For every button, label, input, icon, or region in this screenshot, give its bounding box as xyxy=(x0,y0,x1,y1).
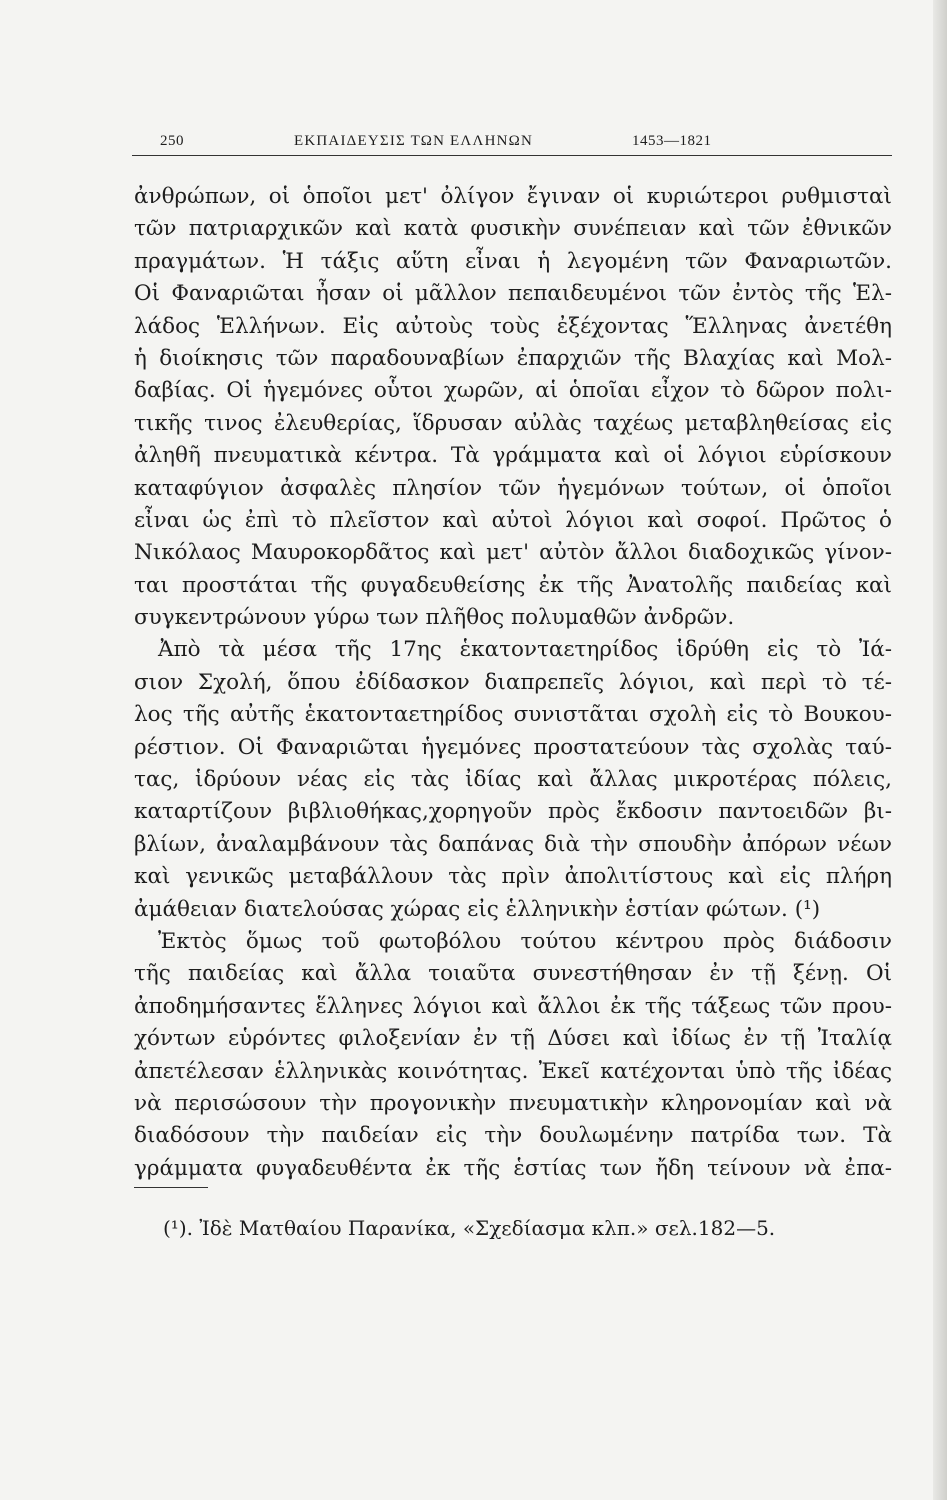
text-line: καταρτίζουν βιβλιοθήκας,χορηγοῦν πρὸς ἔκδοσιν παντοειδῶν βι- xyxy=(134,799,892,825)
text-line: Νικόλαος Μαυροκορδᾶτος καὶ μετ' αὐτὸν ἄλλοι διαδοχικῶς γίνον- xyxy=(134,540,892,566)
text-line: τῶν πατριαρχικῶν καὶ κατὰ φυσικὴν συνέπειαν καὶ τῶν ἐθνικῶν xyxy=(134,216,892,242)
paragraph-start-line: Ἀπὸ τὰ μέσα τῆς 17ης ἑκατονταετηρίδος ἱδρύθη εἰς τὸ Ἰά- xyxy=(158,637,892,663)
text-line: πραγμάτων. Ἡ τάξις αὕτη εἶναι ἡ λεγομένη τῶν Φαναριωτῶν. xyxy=(134,248,892,274)
paragraph-start-line: Ἐκτὸς ὅμως τοῦ φωτοβόλου τούτου κέντρου πρὸς διάδοσιν xyxy=(158,928,892,954)
text-line: λάδος Ἑλλήνων. Εἰς αὐτοὺς τοὺς ἐξέχοντας Ἕλληνας ἀνετέθη xyxy=(134,313,892,339)
text-line: γράμματα φυγαδευθέντα ἐκ τῆς ἑστίας των ἤδη τείνουν νὰ ἐπα- xyxy=(134,1155,892,1181)
text-line: ἀπετέλεσαν ἑλληνικὰς κοινότητας. Ἐκεῖ κατέχονται ὑπὸ τῆς ἰδέας xyxy=(134,1058,892,1084)
text-line: τῆς παιδείας καὶ ἄλλα τοιαῦτα συνεστήθησαν ἐν τῇ ξένῃ. Οἱ xyxy=(134,961,892,987)
text-line: Οἱ Φαναριῶται ἦσαν οἱ μᾶλλον πεπαιδευμένοι τῶν ἐντὸς τῆς Ἑλ- xyxy=(134,281,892,307)
text-line: ἡ διοίκησις τῶν παραδουναβίων ἐπαρχιῶν τῆς Βλαχίας καὶ Μολ- xyxy=(134,345,892,371)
text-line: σιον Σχολή, ὅπου ἐδίδασκον διαπρεπεῖς λόγιοι, καὶ περὶ τὸ τέ- xyxy=(134,669,892,695)
text-line: καταφύγιον ἀσφαλὲς πλησίον τῶν ἡγεμόνων τούτων, οἱ ὁποῖοι xyxy=(134,475,892,501)
footnote-divider xyxy=(134,1187,208,1188)
text-line: καὶ γενικῶς μεταβάλλουν τὰς πρὶν ἀπολιτίστους καὶ εἰς πλήρη xyxy=(134,864,892,890)
page-edge xyxy=(933,0,947,1500)
text-line: τας, ἱδρύουν νέας εἰς τὰς ἰδίας καὶ ἄλλας μικροτέρας πόλεις, xyxy=(134,767,892,793)
paragraph-end-line: συγκεντρώνουν γύρω των πλῆθος πολυμαθῶν ἀνδρῶν. xyxy=(134,605,735,631)
paragraph-end-line: ἀμάθειαν διατελούσας χώρας εἰς ἑλληνικὴν ἑστίαν φώτων. (¹) xyxy=(134,896,821,922)
text-line: χόντων εὑρόντες φιλοξενίαν ἐν τῇ Δύσει καὶ ἰδίως ἐν τῇ Ἰταλίᾳ xyxy=(134,1026,892,1052)
text-line: διαδόσουν τὴν παιδείαν εἰς τὴν δουλωμένην πατρίδα των. Τὰ xyxy=(134,1123,892,1149)
text-line: δαβίας. Οἱ ἡγεμόνες οὗτοι χωρῶν, αἱ ὁποῖαι εἶχον τὸ δῶρον πολι- xyxy=(134,378,892,404)
text-line: ται προστάται τῆς φυγαδευθείσης ἐκ τῆς Ἀνατολῆς παιδείας καὶ xyxy=(134,572,892,598)
text-line: ἀνθρώπων, οἱ ὁποῖοι μετ' ὀλίγον ἔγιναν οἱ κυριώτεροι ρυθμισταὶ xyxy=(134,184,892,209)
text-line: ρέστιον. Οἱ Φαναριῶται ἡγεμόνες προστατεύουν τὰς σχολὰς ταύ- xyxy=(134,734,892,760)
main-text xyxy=(134,181,892,1185)
text-line: εἶναι ὡς ἐπὶ τὸ πλεῖστον καὶ αὐτοὶ λόγιοι καὶ σοφοί. Πρῶτος ὁ xyxy=(134,507,892,533)
text-line: ἀποδημήσαντες ἕλληνες λόγιοι καὶ ἄλλοι ἐκ τῆς τάξεως τῶν πρου- xyxy=(134,993,892,1019)
text-line: ἀληθῆ πνευματικὰ κέντρα. Τὰ γράμματα καὶ οἱ λόγιοι εὑρίσκουν xyxy=(134,443,892,469)
running-title: ΕΚΠΑΙΔΕΥΣΙΣ ΤΩΝ ΕΛΛΗΝΩΝ xyxy=(294,133,534,149)
text-line: βλίων, ἀναλαμβάνουν τὰς δαπάνας διὰ τὴν σπουδὴν ἀπόρων νέων xyxy=(134,831,892,857)
footnote: (¹). Ἰδὲ Ματθαίου Παρανίκα, «Σχεδίασμα κλπ.» σελ.182—5. xyxy=(163,1216,776,1240)
text-line: λος τῆς αὐτῆς ἑκατονταετηρίδος συνιστᾶται σχολὴ εἰς τὸ Βουκου- xyxy=(134,702,892,728)
page-number: 250 xyxy=(160,133,184,149)
text-line: νὰ περισώσουν τὴν προγονικὴν πνευματικὴν κληρονομίαν καὶ νὰ xyxy=(134,1090,892,1116)
running-years: 1453—1821 xyxy=(632,133,712,149)
text-line: τικῆς τινος ἐλευθερίας, ἵδρυσαν αὐλὰς ταχέως μεταβληθείσας εἰς xyxy=(134,410,892,436)
running-header xyxy=(132,129,892,156)
